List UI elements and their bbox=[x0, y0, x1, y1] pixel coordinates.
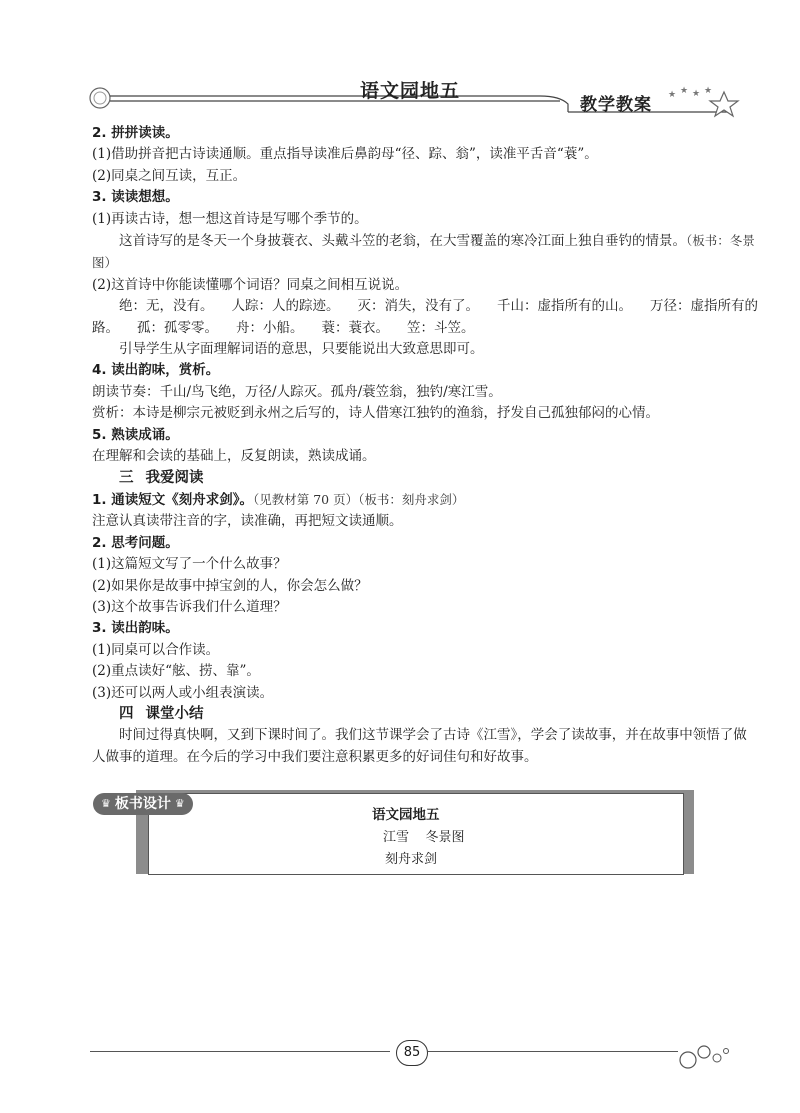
section-heading: 5. 熟读成诵。 bbox=[92, 426, 179, 443]
section-heading: 3. 读出韵味。 bbox=[92, 620, 179, 637]
paragraph: 时间过得真快啊，又到下课时间了。我们这节课学会了古诗《江雪》，学会了读故事，并在故事中领悟了做人做事的道理。在今后的学习中我们要注意积累更多的好词佳句和好故事。 bbox=[92, 727, 747, 765]
star-icon: ★ bbox=[704, 86, 713, 96]
section-title: 四 课堂小结 bbox=[119, 705, 204, 722]
board-note: （板书：冬景图） bbox=[92, 233, 755, 271]
header-swirl-icon bbox=[90, 88, 110, 108]
paragraph: (1)这篇短文写了一个什么故事？ bbox=[92, 556, 287, 573]
page-number: 85 bbox=[396, 1040, 428, 1066]
bubble-icon bbox=[680, 1052, 696, 1068]
paragraph: (2)这首诗中你能读懂哪个词语？同桌之间相互说说。 bbox=[92, 276, 409, 293]
section-heading: 3. 读读想想。 bbox=[92, 189, 179, 206]
paragraph: (1)借助拼音把古诗读通顺。重点指导读准后鼻韵母“径、踪、翁”，读准平舌音“蓑”。 bbox=[92, 146, 598, 163]
bubble-icon bbox=[724, 1049, 729, 1054]
board-line: 刻舟求剑 bbox=[385, 852, 438, 867]
footer-rule bbox=[428, 1051, 678, 1052]
paragraph: 注意认真读带注音的字，读准确，再把短文读通顺。 bbox=[92, 513, 403, 530]
star-icon: ★ bbox=[668, 90, 677, 100]
header-title: 语文园地五 bbox=[360, 80, 461, 102]
board-line: 江雪 冬景图 bbox=[383, 830, 465, 845]
crown-icon: ♛ bbox=[174, 797, 185, 810]
paragraph: (1)同桌可以合作读。 bbox=[92, 641, 220, 658]
header-right-label: 教学教案 bbox=[580, 95, 652, 115]
paragraph: 赏析：本诗是柳宗元被贬到永州之后写的，诗人借寒江独钓的渔翁，抒发自己孤独郁闷的心情。 bbox=[92, 405, 659, 422]
board-design-tag: ♛ 板书设计 ♛ bbox=[93, 793, 193, 815]
header-rule-curve bbox=[540, 96, 568, 112]
paragraph: 这首诗写的是冬天一个身披蓑衣、头戴斗笠的老翁，在大雪覆盖的寒冷江面上独自垂钓的情景。（板书：冬景图） bbox=[92, 233, 755, 271]
crown-icon: ♛ bbox=[101, 797, 111, 810]
board-title: 语文园地五 bbox=[372, 807, 440, 823]
paragraph: 引导学生从字面理解词语的意思，只要能说出大致意思即可。 bbox=[119, 341, 484, 358]
paragraph: (3)还可以两人或小组表演读。 bbox=[92, 684, 274, 701]
header-swirl-inner bbox=[94, 92, 106, 104]
paragraph: (2)同桌之间互读，互正。 bbox=[92, 167, 247, 184]
paragraph: (1)再读古诗，想一想这首诗是写哪个季节的。 bbox=[92, 210, 368, 227]
lesson-content bbox=[92, 123, 758, 768]
bubble-icon bbox=[713, 1054, 721, 1062]
footer-rule bbox=[90, 1051, 390, 1052]
paragraph: (2)重点读好“舷、捞、靠”。 bbox=[92, 663, 260, 680]
paragraph: 朗读节奏：千山/鸟飞绝，万径/人踪灭。孤舟/蓑笠翁，独钓/寒江雪。 bbox=[92, 383, 502, 400]
page-header bbox=[0, 0, 800, 130]
word-list: 绝：无，没有。 人踪：人的踪迹。 灭：消失，没有了。 千山：虚指所有的山。 万径：虚指所有的路。 孤：孤零零。 舟：小船。 蓑：蓑衣。 笠：斗笠。 bbox=[92, 298, 758, 336]
section-heading: 2. 思考问题。 bbox=[92, 534, 179, 551]
header-decoration bbox=[0, 0, 800, 130]
paragraph: (3)这个故事告诉我们什么道理？ bbox=[92, 598, 287, 615]
star-icon: ★ bbox=[692, 89, 701, 99]
section-heading: 2. 拼拼读读。 bbox=[92, 125, 179, 141]
section-heading: 1. 通读短文《刻舟求剑》。（见教材第 70 页）（板书：刻舟求剑） bbox=[92, 491, 465, 508]
paragraph: (2)如果你是故事中掉宝剑的人，你会怎么做？ bbox=[92, 577, 368, 594]
section-title: 三 我爱阅读 bbox=[119, 469, 204, 486]
bubble-icon bbox=[698, 1046, 710, 1058]
star-icon: ★ bbox=[680, 86, 689, 96]
paragraph: 在理解和会读的基础上，反复朗读，熟读成诵。 bbox=[92, 448, 376, 465]
section-heading: 4. 读出韵味，赏析。 bbox=[92, 362, 220, 379]
